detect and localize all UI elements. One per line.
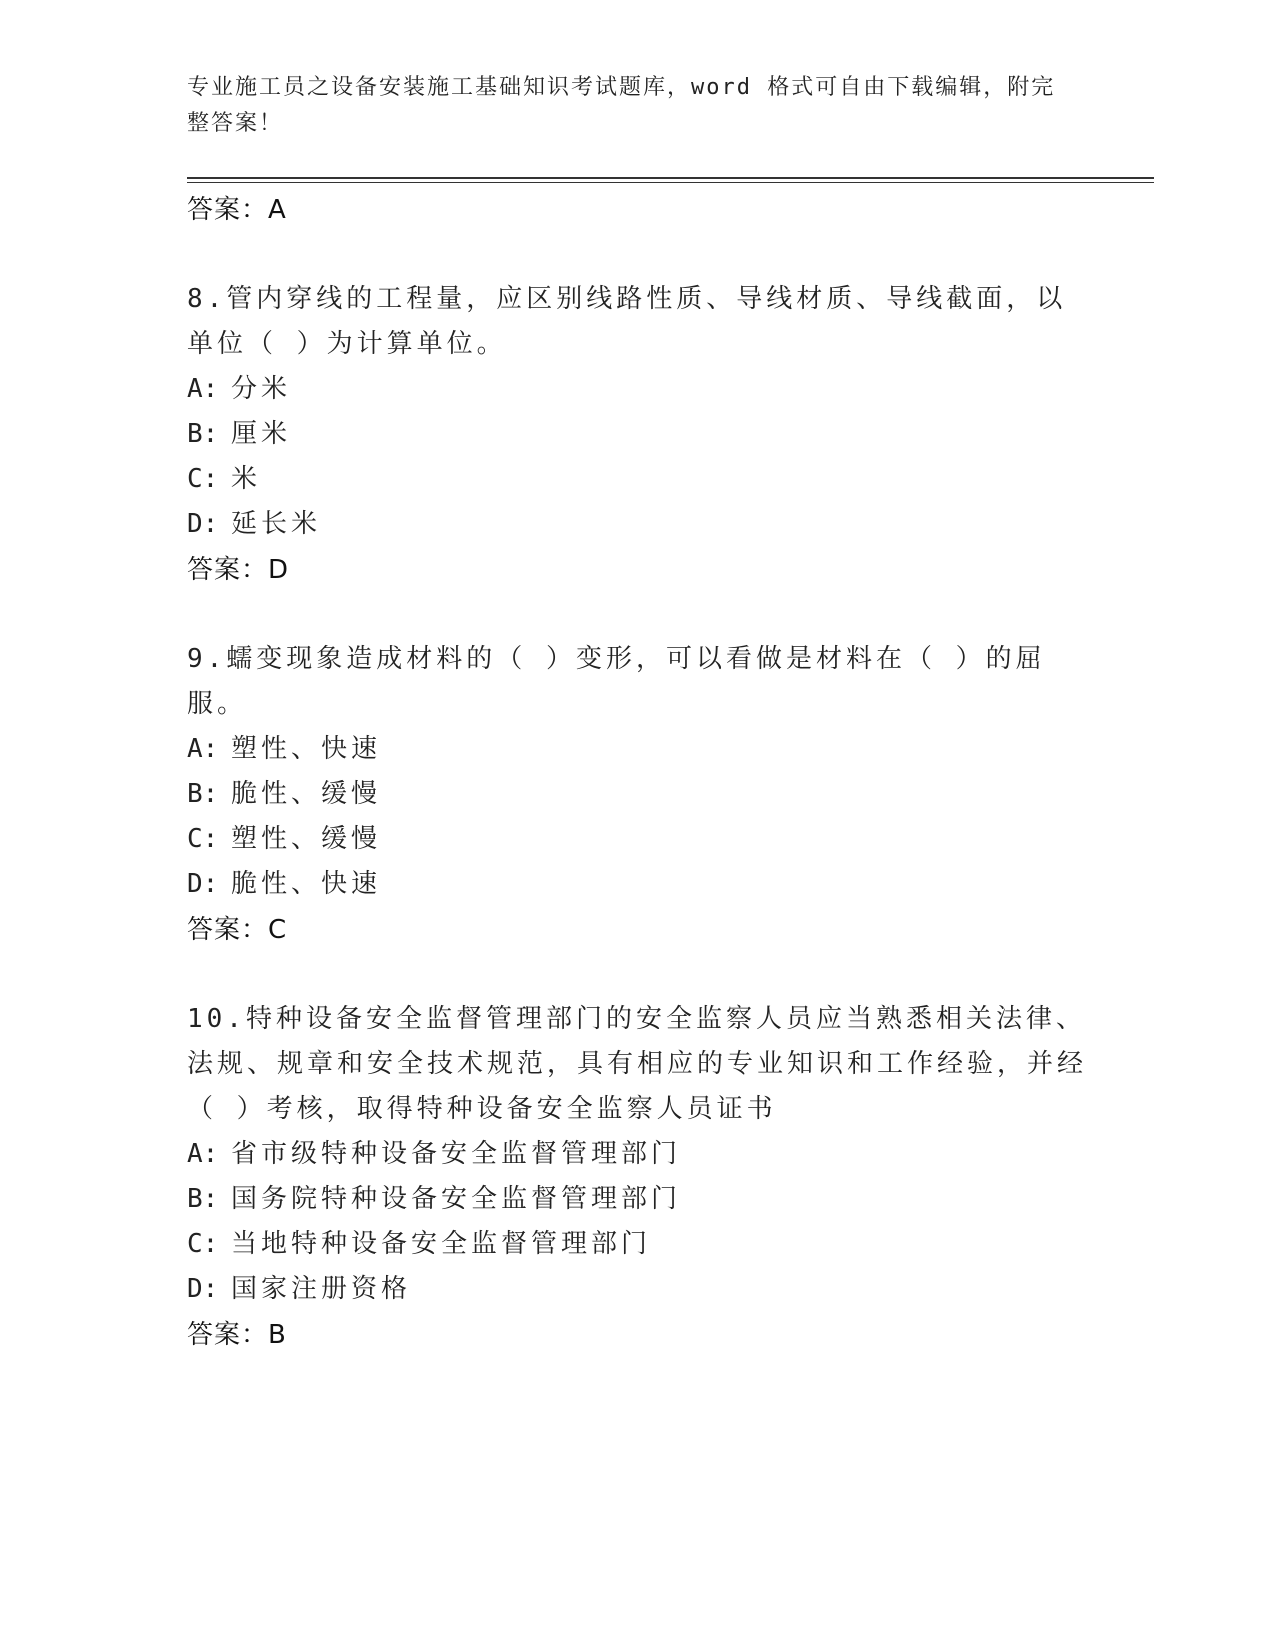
- option-letter: D:: [187, 869, 219, 899]
- question-8: [187, 277, 1087, 593]
- option-d: [187, 1267, 1087, 1312]
- answer-line: 答案：A: [187, 195, 287, 225]
- option-b: [187, 1177, 1087, 1222]
- option-letter: A:: [187, 374, 219, 404]
- option-text: 国务院特种设备安全监督管理部门: [231, 1184, 682, 1214]
- option-text: 分米: [231, 374, 292, 404]
- option-letter: B:: [187, 1184, 219, 1214]
- option-a: [187, 727, 1087, 772]
- answer-line: 答案：D: [187, 555, 290, 585]
- question-10: [187, 997, 1087, 1358]
- option-text: 厘米: [231, 419, 292, 449]
- question-9: [187, 637, 1087, 953]
- header-rule-thin: [187, 182, 1154, 183]
- option-letter: C:: [187, 1229, 219, 1259]
- option-a: [187, 1132, 1087, 1177]
- option-text: 延长米: [231, 509, 322, 539]
- question-text: 10.特种设备安全监督管理部门的安全监察人员应当熟悉相关法律、法规、规章和安全技术规范，具有相应的专业知识和工作经验，并经（ ）考核，取得特种设备安全监察人员证书: [187, 1004, 1088, 1124]
- spacer: [187, 593, 1087, 637]
- answer-line: 答案：B: [187, 1320, 287, 1350]
- option-letter: A:: [187, 1139, 219, 1169]
- option-letter: A:: [187, 734, 219, 764]
- option-letter: C:: [187, 464, 219, 494]
- header-rule-thick: [187, 177, 1154, 179]
- option-b: [187, 412, 1087, 457]
- option-letter: D:: [187, 509, 219, 539]
- spacer: [187, 953, 1087, 997]
- option-b: [187, 772, 1087, 817]
- option-text: 米: [231, 464, 262, 494]
- option-c: [187, 457, 1087, 502]
- option-letter: D:: [187, 1274, 219, 1304]
- option-d: [187, 862, 1087, 907]
- option-letter: C:: [187, 824, 219, 854]
- option-letter: B:: [187, 779, 219, 809]
- option-d: [187, 502, 1087, 547]
- option-text: 塑性、缓慢: [231, 824, 382, 854]
- option-text: 国家注册资格: [231, 1274, 412, 1304]
- spacer: [187, 233, 1087, 277]
- option-text: 省市级特种设备安全监督管理部门: [231, 1139, 682, 1169]
- question-list: [187, 187, 1087, 1358]
- option-c: [187, 1222, 1087, 1267]
- document-header: 专业施工员之设备安装施工基础知识考试题库，word 格式可自由下载编辑，附完整答案！: [187, 75, 1056, 136]
- question-text: 8.管内穿线的工程量，应区别线路性质、导线材质、导线截面，以单位（ ）为计算单位。: [187, 284, 1067, 359]
- option-letter: B:: [187, 419, 219, 449]
- option-text: 脆性、快速: [231, 869, 382, 899]
- option-text: 塑性、快速: [231, 734, 382, 764]
- option-text: 脆性、缓慢: [231, 779, 382, 809]
- option-a: [187, 367, 1087, 412]
- option-text: 当地特种设备安全监督管理部门: [231, 1229, 652, 1259]
- question-text: 9.蠕变现象造成材料的（ ）变形，可以看做是材料在（ ）的屈服。: [187, 644, 1046, 719]
- option-c: [187, 817, 1087, 862]
- answer-line: 答案：C: [187, 915, 288, 945]
